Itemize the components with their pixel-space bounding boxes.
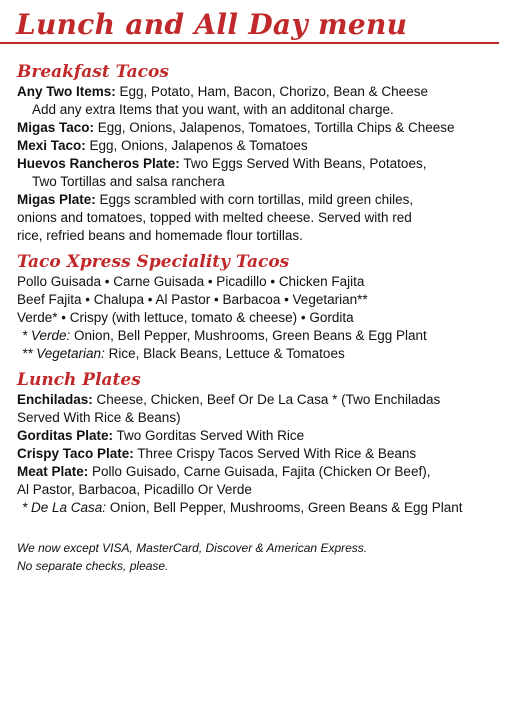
verde-text: Onion, Bell Pepper, Mushrooms, Green Beans & Egg Plant xyxy=(74,328,427,343)
any-two-items-text: Egg, Potato, Ham, Bacon, Chorizo, Bean & Cheese xyxy=(119,84,428,99)
huevos-rancheros-text-2: Two Tortillas and salsa ranchera xyxy=(32,174,225,189)
de-la-casa-text: Onion, Bell Pepper, Mushrooms, Green Beans & Egg Plant xyxy=(109,500,463,515)
breakfast-section xyxy=(17,61,509,245)
huevos-rancheros-label: Huevos Rancheros Plate: xyxy=(17,156,180,171)
vegetarian-label: ** Vegetarian: xyxy=(22,346,105,361)
migas-plate-text-2: onions and tomatoes, topped with melted cheese. Served with red xyxy=(17,210,412,225)
migas-plate-label: Migas Plate: xyxy=(17,192,96,207)
gorditas-label: Gorditas Plate: xyxy=(17,428,114,443)
gorditas-line xyxy=(17,427,509,445)
huevos-rancheros-line xyxy=(17,155,509,173)
enchiladas-label: Enchiladas: xyxy=(17,392,93,407)
de-la-casa-note xyxy=(17,499,509,517)
verde-label: * Verde: xyxy=(22,328,71,343)
speciality-line-2: Beef Fajita • Chalupa • Al Pastor • Barbacoa • Vegetarian** xyxy=(17,292,368,307)
lunch-section xyxy=(17,369,509,517)
crispy-taco-label: Crispy Taco Plate: xyxy=(17,446,134,461)
any-two-items-line xyxy=(17,83,509,101)
payment-note: We now except VISA, MasterCard, Discover & American Express. xyxy=(17,541,368,555)
lunch-heading: Lunch Plates xyxy=(17,370,141,390)
speciality-line-3: Verde* • Crispy (with lettuce, tomato & cheese) • Gordita xyxy=(17,310,354,325)
title-underline xyxy=(0,42,499,44)
migas-plate-text: Eggs scrambled with corn tortillas, mild green chiles, xyxy=(99,192,414,207)
meat-plate-text: Pollo Guisado, Carne Guisada, Fajita (Chicken Or Beef), xyxy=(92,464,431,479)
verde-note xyxy=(17,327,509,345)
migas-taco-label: Migas Taco: xyxy=(17,120,95,135)
migas-plate-text-3: rice, refried beans and homemade flour tortillas. xyxy=(17,228,303,243)
gorditas-text: Two Gorditas Served With Rice xyxy=(116,428,305,443)
footer-notes xyxy=(17,539,509,575)
enchiladas-text: Cheese, Chicken, Beef Or De La Casa * (Two Enchiladas xyxy=(96,392,441,407)
speciality-line-1: Pollo Guisada • Carne Guisada • Picadillo • Chicken Fajita xyxy=(17,274,365,289)
menu-title: Lunch and All Day menu xyxy=(16,8,408,41)
vegetarian-note xyxy=(17,345,509,363)
mexi-taco-line xyxy=(17,137,509,155)
vegetarian-text: Rice, Black Beans, Lettuce & Tomatoes xyxy=(108,346,345,361)
speciality-heading: Taco Xpress Speciality Tacos xyxy=(17,252,290,272)
crispy-taco-line xyxy=(17,445,509,463)
menu-content xyxy=(17,61,509,575)
mexi-taco-label: Mexi Taco: xyxy=(17,138,86,153)
any-two-items-label: Any Two Items: xyxy=(17,84,116,99)
meat-plate-label: Meat Plate: xyxy=(17,464,89,479)
breakfast-heading: Breakfast Tacos xyxy=(17,62,169,82)
de-la-casa-label: * De La Casa: xyxy=(22,500,107,515)
any-two-items-note: Add any extra Items that you want, with an additonal charge. xyxy=(32,102,394,117)
speciality-section xyxy=(17,251,509,363)
meat-plate-line xyxy=(17,463,509,481)
checks-note: No separate checks, please. xyxy=(17,559,169,573)
enchiladas-text-2: Served With Rice & Beans) xyxy=(17,410,181,425)
huevos-rancheros-text: Two Eggs Served With Beans, Potatoes, xyxy=(183,156,427,171)
enchiladas-line xyxy=(17,391,509,409)
migas-plate-line xyxy=(17,191,509,209)
mexi-taco-text: Egg, Onions, Jalapenos & Tomatoes xyxy=(89,138,308,153)
crispy-taco-text: Three Crispy Tacos Served With Rice & Beans xyxy=(137,446,417,461)
migas-taco-line xyxy=(17,119,509,137)
meat-plate-text-2: Al Pastor, Barbacoa, Picadillo Or Verde xyxy=(17,482,252,497)
migas-taco-text: Egg, Onions, Jalapenos, Tomatoes, Tortilla Chips & Cheese xyxy=(97,120,455,135)
